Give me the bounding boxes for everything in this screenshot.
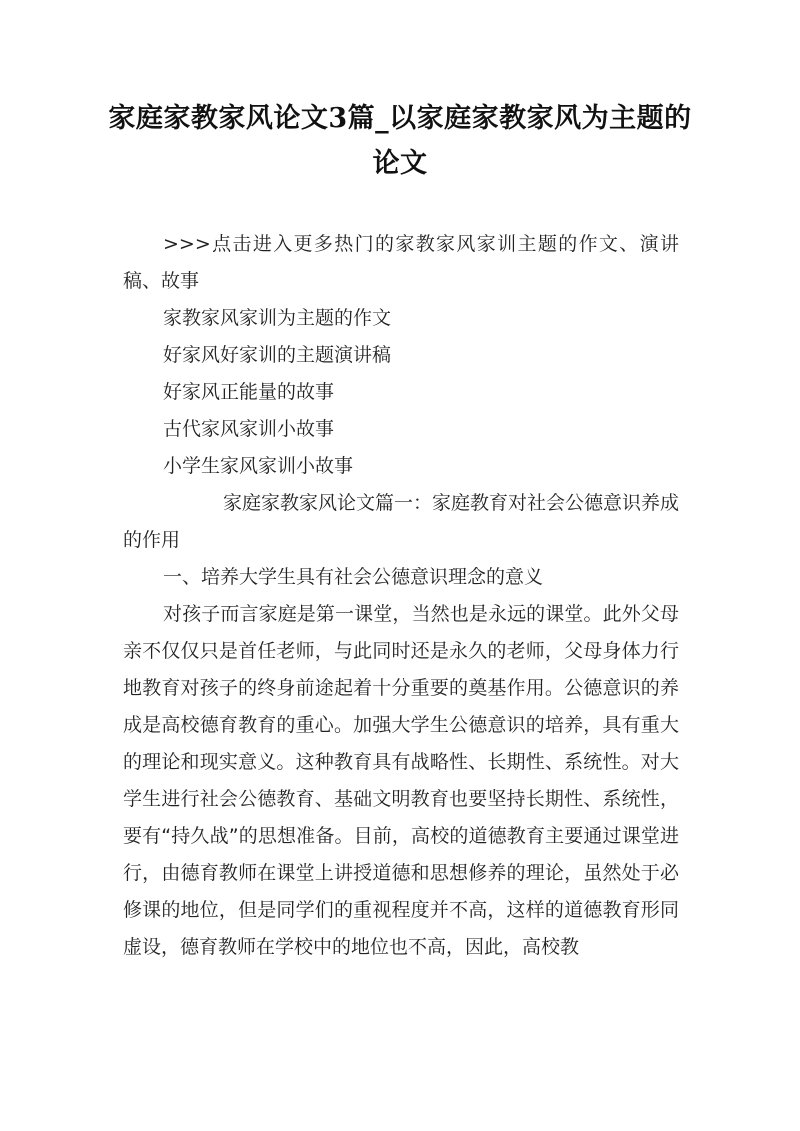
intro-link[interactable]: >>>点击进入更多热门的家教家风家训主题的作文、演讲稿、故事 (123, 233, 679, 292)
document-title: 家庭家教家风论文3篇_以家庭家教家风为主题的论文 (108, 103, 692, 179)
link-item-essay[interactable]: 家教家风家训为主题的作文 (163, 307, 392, 329)
link-item-story[interactable]: 好家风正能量的故事 (163, 381, 335, 403)
link-item-ancient-story[interactable]: 古代家风家训小故事 (163, 418, 335, 440)
document-body (123, 226, 679, 966)
link-item-speech[interactable]: 好家风好家训的主题演讲稿 (163, 344, 392, 366)
link-item-pupil-story[interactable]: 小学生家风家训小故事 (163, 455, 354, 477)
subheading: 一、培养大学生具有社会公德意识理念的意义 (163, 566, 544, 588)
body-paragraph: 对孩子而言家庭是第一课堂，当然也是永远的课堂。此外父母亲不仅仅只是首任老师，与此同时还是永久的老师，父母身体力行地教育对孩子的终身前途起着十分重要的奠基作用。公德意识的养成是高校德育教育的重心。加强大学生公德意识的培养，具有重大的理论和现实意义。这种教育具有战略性、长期性、系统性。对大学生进行社会公德教育、基础文明教育也要坚持长期性、系统性，要有“持久战”的思想准备。目前，高校的道德教育主要通过课堂进行，由德育教师在课堂上讲授道德和思想修养的理论，虽然处于必修课的地位，但是同学们的重视程度并不高，这样的道德教育形同虚设，德育教师在学校中的地位也不高，因此，高校教 (123, 603, 679, 958)
section-heading: 家庭家教家风论文篇一：家庭教育对社会公德意识养成的作用 (123, 492, 680, 551)
